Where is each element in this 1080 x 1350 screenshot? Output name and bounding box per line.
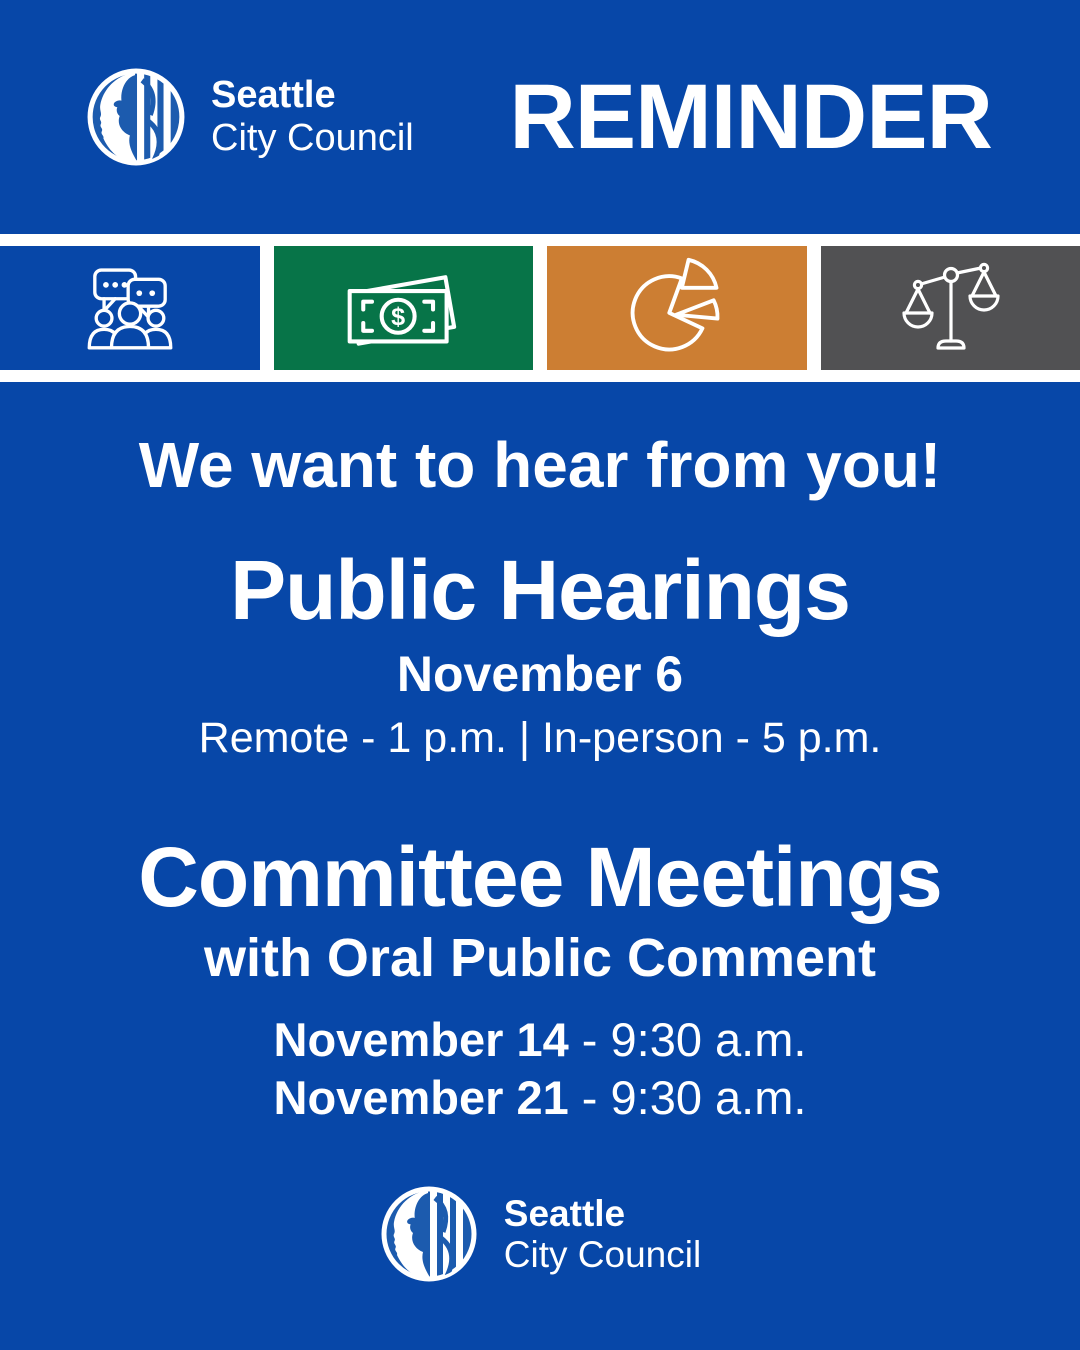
footer [0, 1184, 1080, 1284]
meeting-date: November 21 [273, 1071, 569, 1125]
committee-meetings-title: Committee Meetings [138, 830, 942, 925]
seattle-chief-seattle-logo-icon [85, 66, 187, 168]
speech-bubbles-people-icon [80, 260, 180, 356]
meeting-line-november-14 [274, 1011, 807, 1070]
committee-meetings-subtitle: with Oral Public Comment [203, 928, 877, 989]
tile-budget [274, 246, 534, 370]
logo-text [211, 74, 414, 159]
footer-logo-text-seattle: Seattle [503, 1192, 626, 1234]
reminder-title: REMINDER [509, 66, 992, 168]
dollar-bills-icon [340, 260, 466, 357]
svg-text:$: $ [391, 302, 406, 331]
pie-chart-icon [624, 255, 730, 361]
public-hearings-title: Public Hearings [230, 543, 850, 638]
icon-strip [0, 234, 1080, 382]
tile-legislation [821, 246, 1080, 370]
tile-public-comment [0, 246, 260, 370]
meeting-time: - 9:30 a.m. [568, 1071, 807, 1125]
meeting-line-november-21 [274, 1069, 807, 1128]
main-content [0, 382, 1080, 1128]
logo-text-city-council: City Council [211, 117, 414, 159]
public-hearings-date: November 6 [396, 645, 684, 702]
tile-data [547, 246, 807, 370]
logo-text-seattle: Seattle [211, 74, 336, 117]
seattle-city-council-logo [85, 66, 414, 168]
footer-logo-text-city-council: City Council [503, 1234, 702, 1276]
meeting-date: November 14 [273, 1012, 569, 1066]
meeting-time: - 9:30 a.m. [568, 1012, 807, 1066]
seattle-chief-seattle-logo-icon [379, 1184, 479, 1284]
intro-text: We want to hear from you! [138, 429, 942, 501]
meeting-dates [274, 1011, 807, 1129]
footer-logo-text [504, 1193, 701, 1276]
scales-of-justice-icon [900, 258, 1000, 358]
header [0, 0, 1080, 234]
public-hearings-times: Remote - 1 p.m. | In-person - 5 p.m. [198, 713, 882, 762]
